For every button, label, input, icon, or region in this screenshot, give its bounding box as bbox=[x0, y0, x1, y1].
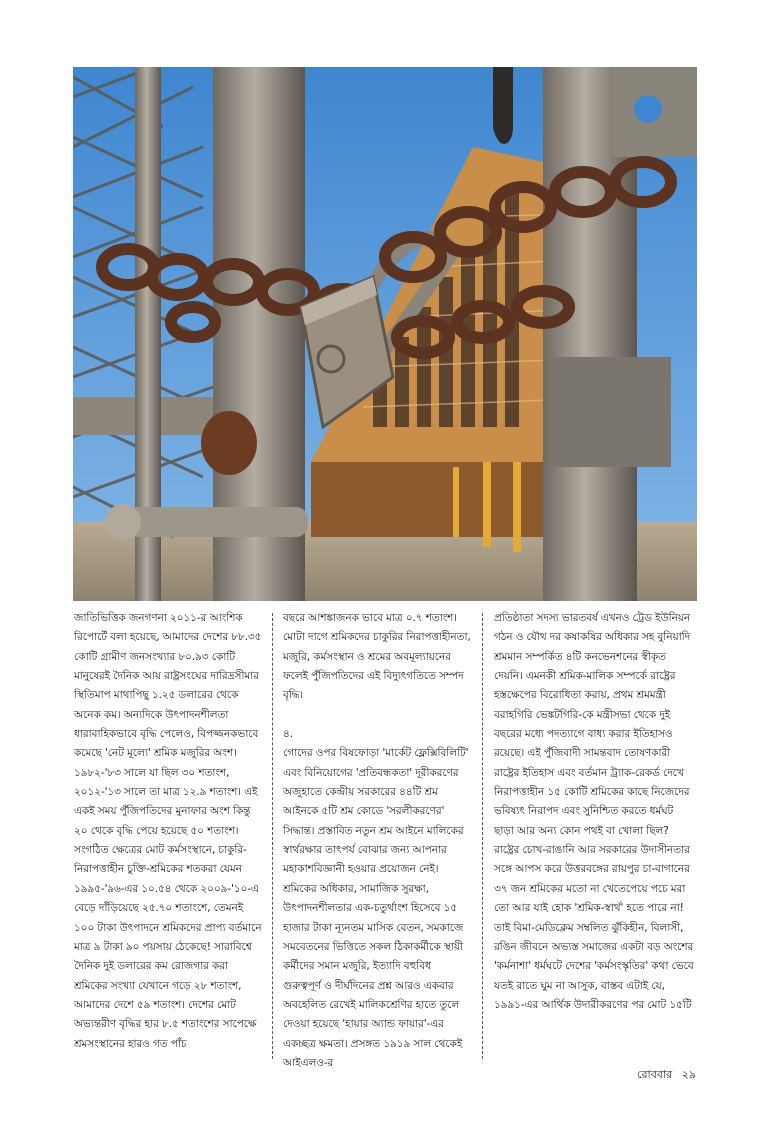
article-column-2: বছরে আশঙ্কাজনক ভাবে মাত্র ০.৭ শতাংশ। মোটা দাগে শ্রমিকদের চাকুরির নিরাপত্তাহীনতা, মজুরি, কর্মসংস্থান ও শ্রমের অবমূল্যায়নের ফলেই পুঁজিপতিদের এই বিদ্যুৎগতিতে সম্পদ বৃদ্ধি। ৪. গোদের ওপর বিষফোড়া 'মার্কেট ফ্লেক্সিবিলিটি' এবং বিনিয়োগের 'প্রতিবন্ধকতা' দূরীকরণের অজুহাতে কেন্দ্রীয় সরকারের ৪৪টি শ্রম আইনকে ৫টি শ্রম কোডে 'সরলীকরণের' সিদ্ধান্ত। প্রস্তাবিত নতুন শ্রম আইনে মালিকের স্বার্থরক্ষার তাৎপর্য বোঝার জন্য আপনার মহাকাশবিজ্ঞানী হওয়ার প্রয়োজন নেই। শ্রমিকের অধিকার, সামাজিক সুরক্ষা, উৎপাদনশীলতার এক-চতুর্থাংশ হিসেবে ১৫ হাজার টাকা ন্যূনতম মাসিক বেতন, সমকাজে সমবেতনের ভিত্তিতে সকল ঠিকাকর্মীকে স্থায়ী কর্মীদের সমান মজুরি, ইত্যাদি বহুবিধ গুরুত্বপূর্ণ ও দীর্ঘদিনের প্রশ্ন আরও একবার অবহেলিত রেখেই মালিকশ্রেণির হাতে তুলে দেওয়া হয়েছে 'হায়ার অ্যান্ড ফায়ার'-এর একচ্ছত্র ক্ষমতা। প্রসঙ্গত ১৯১৯ সাল থেকেই আইএলও-র bbox=[283, 612, 471, 1069]
article-column-3: প্রতিষ্ঠাতা সদস্য ভারতবর্ষ এখনও ট্রেড ইউনিয়ন গঠন ও যৌথ দর কষাকষির অধিকার সহ বুনিয়াদি শ্রমমান সম্পর্কিত ৪টি কনভেনশনের স্বীকৃত দেয়নি। এমনকী শ্রমিক-মালিক সম্পর্কে রাষ্ট্রের হস্তক্ষেপের বিরোধিতা করায়, প্রথম শ্রমমন্ত্রী বরাহগিরি ভেঙ্কটগিরি-কে মন্ত্রীসভা থেকে দুই বছরের মধ্যে পদত্যাগে বাধ্য করার ইতিহাসও রয়েছে। এই পুঁজিবাদী সামন্তবাদ তোষণকারী রাষ্ট্রের ইতিহাস এবং বর্তমান ট্র্যাক-রেকর্ড দেখে নিরাপত্তাহীন ১৫ কোটি শ্রমিকের কাছে নিজেদের ভবিষ্যৎ নিরাপদ এবং সুনিশ্চিত করতে ধর্মঘট ছাড়া আর অন্য কোন পথই বা খোলা ছিল? রাষ্ট্রের চোখ-রাঙানি আর সরকারের উদাসীনতার সঙ্গে আপস করে উত্তরবঙ্গের রায়পুর চা-বাগানের ৩৭ জন শ্রমিকের মতো না খেতেপেয়ে পচে মরা তো আর যাই হোক 'শ্রমিক-স্বার্থ' হতে পারে না! তাই বিমা-মেডিক্লেম সম্বলিত ঝুঁকিহীন, বিলাসী, রঙিন জীবনে অভ্যস্ত সমাজের একটা বড় অংশের 'কর্মনাশা' ধর্মঘটে দেশের 'কর্মসংস্কৃতির' কথা ভেবে যতই রাতে ঘুম না আসুক, বাস্তব এটাই যে, ১৯৯১-এর আর্থিক উদারীকরণের পর মোট ১৫টি bbox=[494, 612, 694, 1011]
column-divider bbox=[482, 613, 483, 1059]
article-column-1: জাতিভিত্তিক জনগণনা ২০১১-র আংশিক রিপোর্টে বলা হয়েছে, আমাদের দেশের ৮৮.৩৫ কোটি গ্রামীণ জনসংখ্যার ৮০.৯৩ কোটি মানুষেরই দৈনিক আয় রাষ্ট্রসংঘের দারিদ্রসীমার স্থিতিমাপ মাথাপিছু ১.২৫ ডলারের থেকে অনেক কম। অন্যদিকে উৎপাদনশীলতা ধারাবাহিকভাবে বৃদ্ধি পেলেও, বিপজ্জনকভাবে কমেছে 'নেট মূল্যে' শ্রমিক মজুরির অংশ। ১৯৮২-'৮৩ সালে যা ছিল ৩০ শতাংশ, ২০১২-'১৩ সালে তা মাত্র ১২.৯ শতাংশ। এই একই সময় পুঁজিপতিদের মুনাফার অংশ কিন্তু ২০ থেকে বৃদ্ধি পেয়ে হয়েছে ৫০ শতাংশ। সংগঠিত ক্ষেত্রের মোট কর্মসংস্থানে, চাকুরি-নিরাপত্তাহীন চুক্তি-শ্রমিকের শতকরা যেমন ১৯৯৫-'৯৬-এর ১০.৫৪ থেকে ২০০৯-'১০-এ বেড়ে দাঁড়িয়েছে ২৫.৭০ শতাংশে, তেমনই ১০০ টাকা উৎপাদনে শ্রমিকদের প্রাপ্য বর্তমানে মাত্র ৯ টাকা ৯০ পয়সায় ঠেকেছে! সারাবিশ্বে দৈনিক দুই ডলারের কম রোজগার করা শ্রমিকের সংখ্যা যেখানে গড়ে ২৮ শতাংশ, আমাদের দেশে ৫৯ শতাংশ। দেশের মোট অভ্যন্তরীণ বৃদ্ধির হার ৮.৫ শতাংশের সাপেক্ষে শ্রমসংস্থানের হারও গত পাঁচ bbox=[74, 612, 262, 1050]
magazine-name: রোববার bbox=[637, 1068, 673, 1081]
page-number: ২৯ bbox=[681, 1068, 696, 1081]
article-photo bbox=[73, 67, 697, 601]
page-footer bbox=[637, 1066, 696, 1085]
column-divider bbox=[272, 613, 273, 1059]
article-body bbox=[74, 609, 696, 1069]
padlocked-gate-illustration bbox=[73, 67, 697, 601]
